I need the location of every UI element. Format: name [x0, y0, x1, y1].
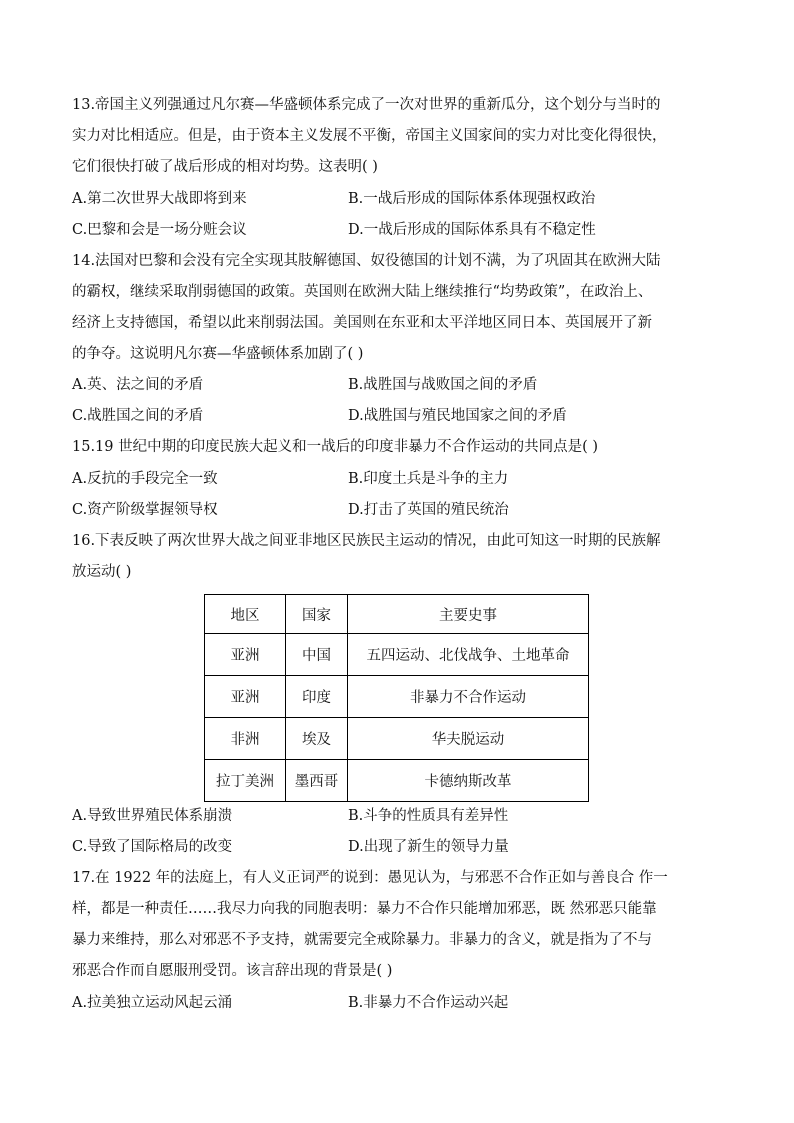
table-row [205, 760, 589, 802]
stem-line: 邪恶合作而自愿服刑受罚。该言辞出现的背景是( ) [72, 963, 393, 979]
option-c[interactable]: C.战胜国之间的矛盾 [72, 408, 204, 424]
table-row [205, 676, 589, 718]
option-a[interactable]: A.拉美独立运动风起云涌 [72, 995, 233, 1011]
table-cell: 中国 [286, 634, 348, 676]
table-cell: 卡德纳斯改革 [348, 760, 589, 802]
stem-line: 它们很快打破了战后形成的相对均势。这表明( ) [72, 159, 378, 175]
stem-line: 17.在 1922 年的法庭上，有人义正词严的说到：愚见认为，与邪恶不合作正如与善良合 作一 [72, 870, 668, 886]
option-a[interactable]: A.导致世界殖民体系崩溃 [72, 808, 233, 824]
option-b[interactable]: B.印度土兵是斗争的主力 [348, 471, 509, 487]
table-row [205, 634, 589, 676]
stem-line: 经济上支持德国，希望以此来削弱法国。美国则在东亚和太平洋地区同日本、英国展开了新 [72, 315, 652, 331]
table-cell: 亚洲 [205, 676, 286, 718]
table-cell: 墨西哥 [286, 760, 348, 802]
question-14-options [72, 370, 722, 432]
table-cell: 亚洲 [205, 634, 286, 676]
table-header-row [205, 595, 589, 634]
option-b[interactable]: B.非暴力不合作运动兴起 [348, 995, 509, 1011]
stem-line: 实力对比相适应。但是，由于资本主义发展不平衡，帝国主义国家间的实力对比变化得很快， [72, 128, 667, 144]
question-17-options [72, 988, 722, 1019]
question-17-stem [72, 863, 722, 987]
stem-line: 样，都是一种责任……我尽力向我的同胞表明：暴力不合作只能增加邪恶，既 然邪恶只能靠 [72, 901, 657, 917]
table-cell: 五四运动、北伐战争、土地革命 [348, 634, 589, 676]
option-d[interactable]: D.战胜国与殖民地国家之间的矛盾 [348, 408, 567, 424]
question-16-stem [72, 526, 722, 588]
table-header-cell: 地区 [205, 595, 286, 634]
question-13-options [72, 184, 722, 246]
stem-line: 放运动( ) [72, 564, 132, 580]
table-header-cell: 国家 [286, 595, 348, 634]
table-cell: 非洲 [205, 718, 286, 760]
stem-line: 的争夺。这说明凡尔赛—华盛顿体系加剧了( ) [72, 346, 364, 362]
option-b[interactable]: B.战胜国与战败国之间的矛盾 [348, 377, 538, 393]
question-16-options [72, 801, 722, 863]
question-15-stem [72, 432, 722, 463]
stem-line: 13.帝国主义列强通过凡尔赛—华盛顿体系完成了一次对世界的重新瓜分，这个划分与当时的 [72, 97, 661, 113]
option-d[interactable]: D.一战后形成的国际体系具有不稳定性 [348, 222, 596, 238]
option-d[interactable]: D.打击了英国的殖民统治 [348, 502, 509, 518]
option-b[interactable]: B.一战后形成的国际体系体现强权政治 [348, 191, 596, 207]
question-15-options [72, 464, 722, 526]
table-cell: 非暴力不合作运动 [348, 676, 589, 718]
table-cell: 埃及 [286, 718, 348, 760]
stem-line: 14.法国对巴黎和会没有完全实现其肢解德国、奴役德国的计划不满，为了巩固其在欧洲大陆 [72, 253, 661, 269]
option-a[interactable]: A.英、法之间的矛盾 [72, 377, 204, 393]
question-14-stem [72, 246, 722, 370]
option-c[interactable]: C.巴黎和会是一场分赃会议 [72, 222, 247, 238]
table-cell: 印度 [286, 676, 348, 718]
table-cell: 华夫脱运动 [348, 718, 589, 760]
option-c[interactable]: C.资产阶级掌握领导权 [72, 502, 218, 518]
option-a[interactable]: A.反抗的手段完全一致 [72, 471, 218, 487]
table-row [205, 718, 589, 760]
stem-line: 15.19 世纪中期的印度民族大起义和一战后的印度非暴力不合作运动的共同点是( ) [72, 439, 599, 455]
option-d[interactable]: D.出现了新生的领导力量 [348, 839, 509, 855]
events-table [204, 594, 589, 802]
stem-line: 的霸权，继续采取削弱德国的政策。英国则在欧洲大陆上继续推行“均势政策”，在政治上、 [72, 284, 653, 300]
stem-line: 16.下表反映了两次世界大战之间亚非地区民族民主运动的情况，由此可知这一时期的民族解 [72, 533, 661, 549]
option-a[interactable]: A.第二次世界大战即将到来 [72, 191, 247, 207]
option-c[interactable]: C.导致了国际格局的改变 [72, 839, 233, 855]
table-cell: 拉丁美洲 [205, 760, 286, 802]
option-b[interactable]: B.斗争的性质具有差异性 [348, 808, 509, 824]
stem-line: 暴力来维持，那么对邪恶不予支持，就需要完全戒除暴力。非暴力的含义，就是指为了不与 [72, 932, 652, 948]
question-13-stem [72, 90, 722, 183]
table-header-cell: 主要史事 [348, 595, 589, 634]
